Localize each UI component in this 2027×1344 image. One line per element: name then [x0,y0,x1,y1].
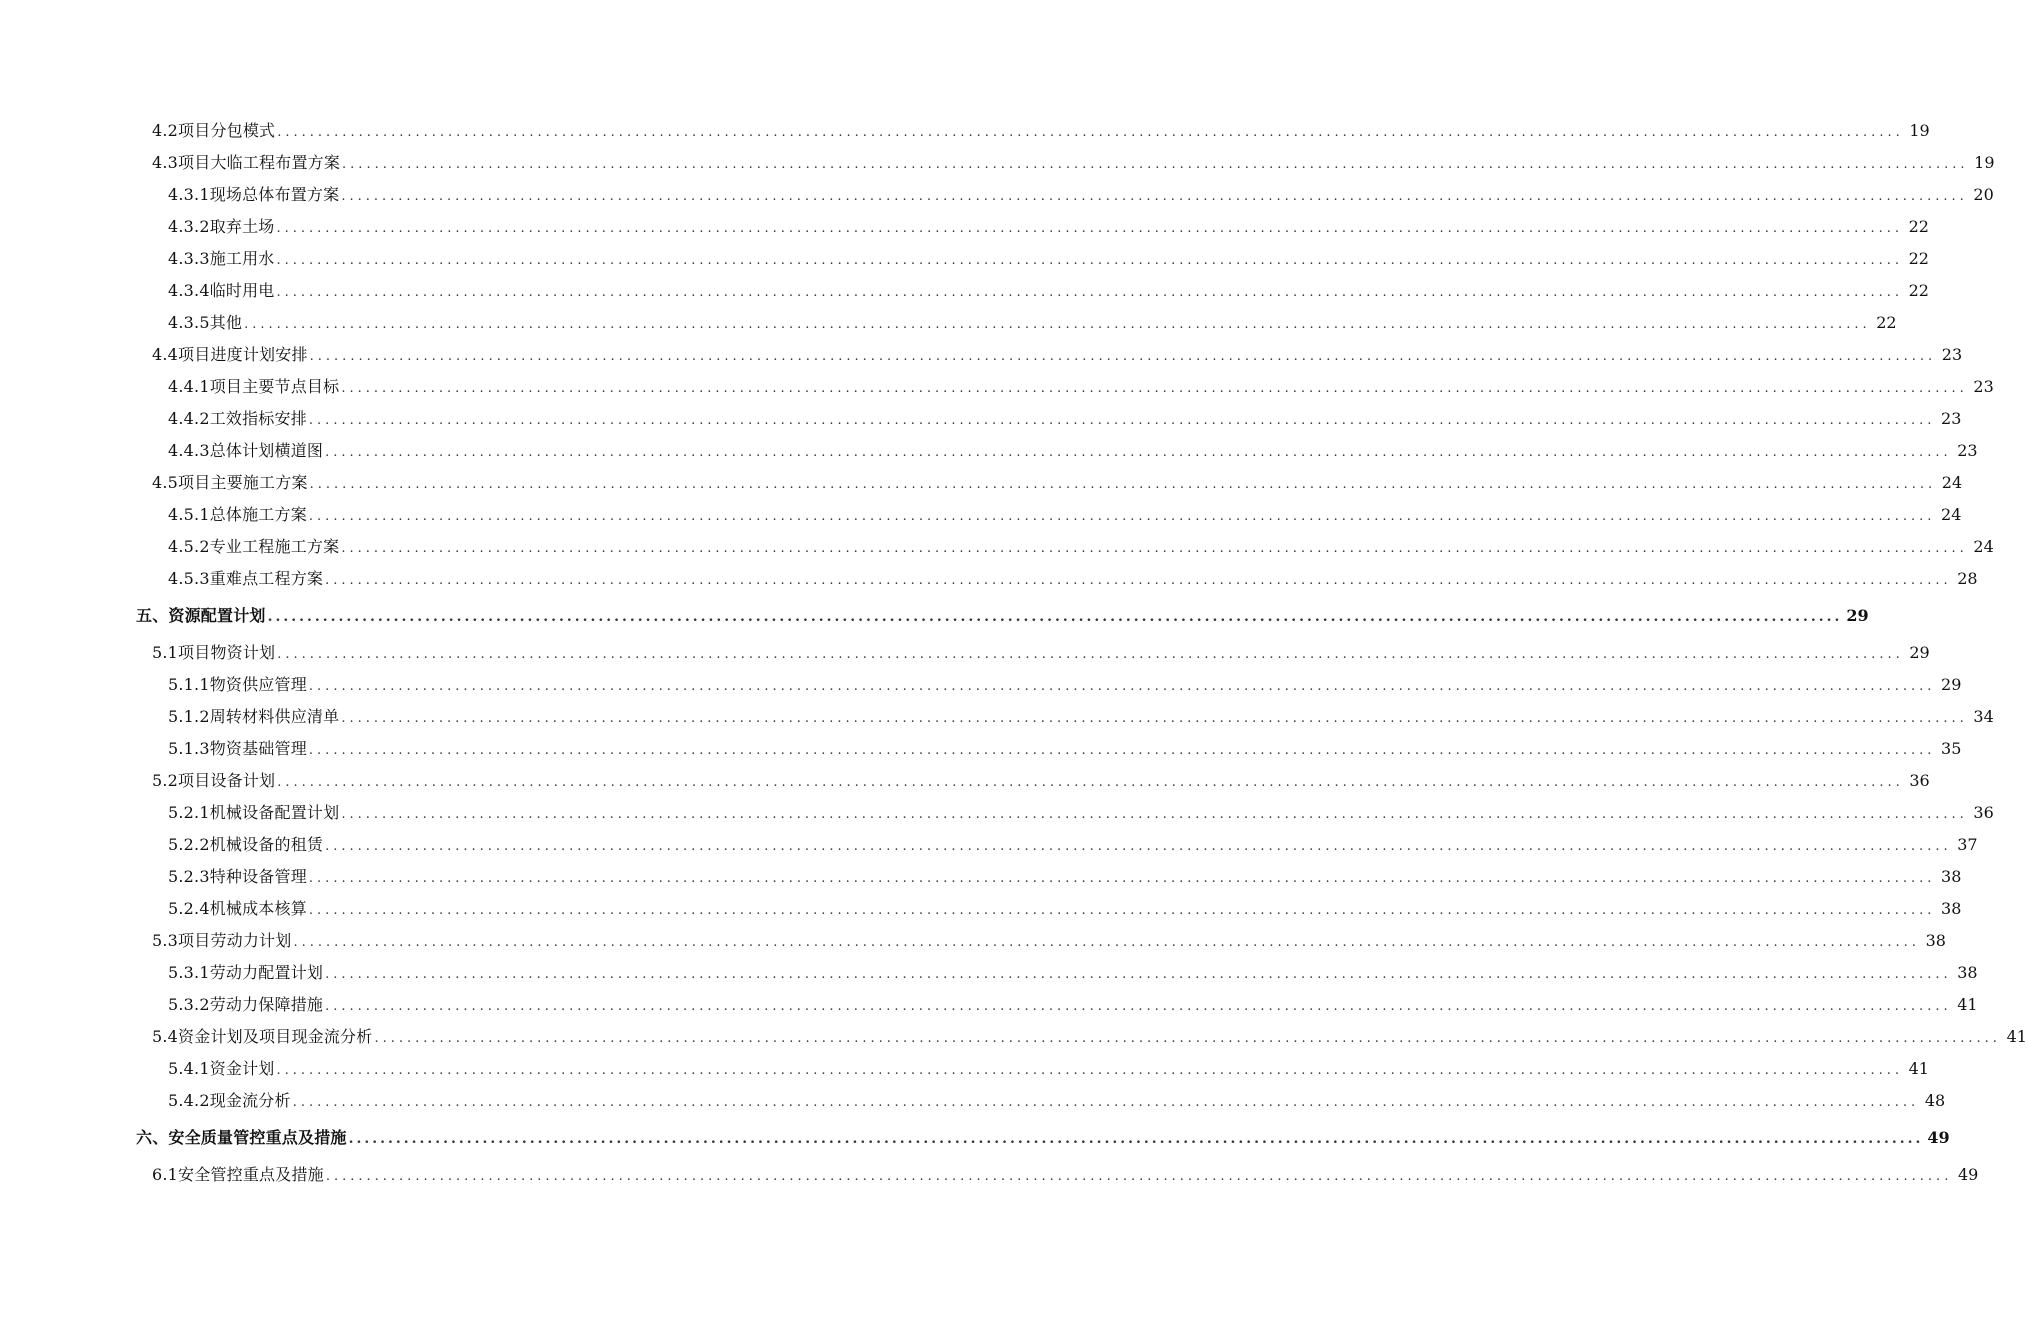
toc-entry-label: 4.3.2取弃土场 [168,217,275,236]
toc-entry-label: 5.3.2劳动力保障措施 [168,995,324,1014]
toc-dot-leader: ........................................................................................................................................................................................................ [309,477,1937,492]
toc-entry-page-number: 49 [1957,1165,1979,1184]
toc-entry[interactable] [168,439,1978,463]
toc-entry-label: 5.1项目物资计划 [152,643,276,662]
toc-dot-leader: ........................................................................................................................................................................................................ [308,413,1936,428]
toc-entry-page-number: 41 [2006,1027,2027,1046]
toc-entry-page-number: 22 [1908,249,1929,268]
toc-entry-page-number: 48 [1924,1091,1946,1110]
toc-dot-leader: ........................................................................................................................................................................................................ [325,999,1952,1014]
toc-entry-label: 4.5项目主要施工方案 [152,473,308,492]
toc-entry[interactable] [168,567,1978,591]
toc-entry[interactable] [136,604,1869,628]
toc-entry-label: 4.5.1总体施工方案 [168,505,307,524]
toc-entry[interactable] [168,503,1962,527]
toc-entry-page-number: 35 [1941,739,1962,758]
toc-entry-label: 4.2项目分包模式 [152,121,276,140]
toc-entry-page-number: 24 [1941,473,1963,492]
toc-entry-page-number: 29 [1909,643,1930,662]
toc-entry[interactable] [168,407,1962,431]
toc-dot-leader: ........................................................................................................................................................................................................ [276,1063,1903,1078]
toc-entry-label: 4.3项目大临工程布置方案 [152,153,341,172]
toc-entry[interactable] [168,1089,1946,1113]
toc-entry-page-number: 28 [1957,569,1978,588]
toc-entry-page-number: 22 [1876,313,1897,332]
toc-entry[interactable] [152,641,1930,665]
toc-dot-leader: ........................................................................................................................................................................................................ [308,509,1936,524]
toc-dot-leader: ........................................................................................................................................................................................................ [309,349,1937,364]
toc-dot-leader: ........................................................................................................................................................................................................ [325,1169,1953,1184]
toc-dot-leader: ........................................................................................................................................................................................................ [276,221,1903,236]
toc-entry-label: 5.2.4机械成本核算 [168,899,307,918]
toc-entry-label: 5.4.2现金流分析 [168,1091,291,1110]
toc-entry-label: 6.1安全管控重点及措施 [152,1165,324,1184]
toc-entry-label: 5.1.3物资基础管理 [168,739,307,758]
toc-entry[interactable] [168,1057,1929,1081]
toc-entry[interactable] [152,1025,2027,1049]
toc-entry-page-number: 37 [1957,835,1978,854]
toc-entry[interactable] [152,119,1930,143]
toc-entry-label: 4.4项目进度计划安排 [152,345,308,364]
toc-entry-label: 五、资源配置计划 [136,606,266,625]
toc-entry-page-number: 49 [1927,1128,1950,1147]
toc-dot-leader: ........................................................................................................................................................................................................ [325,967,1952,982]
toc-entry-page-number: 36 [1973,803,1994,822]
toc-entry[interactable] [168,993,1978,1017]
toc-entry-page-number: 41 [1908,1059,1929,1078]
toc-entry[interactable] [168,247,1929,271]
toc-dot-leader: ........................................................................................................................................................................................................ [308,871,1936,886]
toc-entry-label: 5.4.1资金计划 [168,1059,275,1078]
toc-dot-leader: ........................................................................................................................................................................................................ [341,381,1968,396]
toc-dot-leader: ........................................................................................................................................................................................................ [325,445,1952,460]
toc-dot-leader: ........................................................................................................................................................................................................ [342,157,1969,172]
toc-entry-page-number: 23 [1973,377,1994,396]
toc-entry-label: 5.4资金计划及项目现金流分析 [152,1027,373,1046]
toc-entry-page-number: 29 [1941,675,1962,694]
toc-entry-label: 4.5.2专业工程施工方案 [168,537,340,556]
toc-entry-label: 5.1.1物资供应管理 [168,675,307,694]
toc-entry-label: 4.3.1现场总体布置方案 [168,185,340,204]
toc-entry[interactable] [152,151,1995,175]
toc-entry-page-number: 24 [1941,505,1962,524]
toc-entry-label: 5.2.2机械设备的租赁 [168,835,324,854]
toc-entry-label: 4.5.3重难点工程方案 [168,569,324,588]
toc-entry-label: 4.3.3施工用水 [168,249,275,268]
toc-dot-leader: ........................................................................................................................................................................................................ [348,1131,1924,1147]
toc-entry-label: 4.3.5其他 [168,313,243,332]
toc-dot-leader: ........................................................................................................................................................................................................ [277,647,1904,662]
toc-entry[interactable] [152,343,1963,367]
toc-entry-label: 5.3.1劳动力配置计划 [168,963,324,982]
toc-entry-page-number: 36 [1909,771,1930,790]
toc-entry[interactable] [168,705,1994,729]
toc-entry-label: 5.2.1机械设备配置计划 [168,803,340,822]
toc-entry-label: 5.1.2周转材料供应清单 [168,707,340,726]
toc-entry[interactable] [168,535,1994,559]
toc-dot-leader: ........................................................................................................................................................................................................ [277,775,1904,790]
toc-entry[interactable] [168,375,1994,399]
toc-entry[interactable] [168,311,1897,335]
toc-entry-label: 5.2项目设备计划 [152,771,276,790]
toc-entry[interactable] [152,769,1930,793]
toc-entry[interactable] [168,801,1994,825]
toc-entry-page-number: 38 [1957,963,1978,982]
toc-dot-leader: ........................................................................................................................................................................................................ [341,189,1968,204]
toc-dot-leader: ........................................................................................................................................................................................................ [276,285,1903,300]
toc-dot-leader: ........................................................................................................................................................................................................ [308,679,1936,694]
toc-entry-page-number: 38 [1925,931,1946,950]
toc-dot-leader: ........................................................................................................................................................................................................ [267,609,1843,625]
toc-entry[interactable] [168,961,1978,985]
toc-entry[interactable] [168,833,1978,857]
toc-entry-page-number: 29 [1846,606,1869,625]
toc-dot-leader: ........................................................................................................................................................................................................ [325,573,1952,588]
toc-entry[interactable] [152,471,1963,495]
toc-dot-leader: ........................................................................................................................................................................................................ [277,125,1904,140]
toc-entry-page-number: 24 [1973,537,1994,556]
toc-entry-page-number: 41 [1957,995,1978,1014]
toc-entry[interactable] [168,865,1962,889]
toc-entry-label: 4.4.2工效指标安排 [168,409,307,428]
toc-entry-label: 4.3.4临时用电 [168,281,275,300]
toc-entry-page-number: 38 [1941,899,1962,918]
toc-entry-page-number: 23 [1941,409,1962,428]
toc-dot-leader: ........................................................................................................................................................................................................ [292,1095,1920,1110]
toc-dot-leader: ........................................................................................................................................................................................................ [244,317,1871,332]
toc-entry[interactable] [168,673,1962,697]
toc-dot-leader: ........................................................................................................................................................................................................ [276,253,1903,268]
toc-entry[interactable] [152,1163,1979,1187]
toc-entry[interactable] [136,1126,1950,1150]
toc-dot-leader: ........................................................................................................................................................................................................ [308,743,1936,758]
toc-entry-page-number: 23 [1941,345,1963,364]
toc-dot-leader: ........................................................................................................................................................................................................ [293,935,1920,950]
toc-dot-leader: ........................................................................................................................................................................................................ [374,1031,2001,1046]
toc-entry[interactable] [168,897,1962,921]
toc-entry-page-number: 20 [1973,185,1994,204]
toc-entry-page-number: 22 [1908,281,1929,300]
toc-entry-label: 5.3项目劳动力计划 [152,931,292,950]
toc-entry-page-number: 38 [1941,867,1962,886]
toc-entry[interactable] [168,183,1994,207]
toc-entry-page-number: 19 [1974,153,1995,172]
toc-entry[interactable] [168,215,1929,239]
toc-entry-page-number: 19 [1909,121,1930,140]
toc-entry-page-number: 22 [1908,217,1929,236]
toc-dot-leader: ........................................................................................................................................................................................................ [341,711,1968,726]
toc-entry-label: 4.4.3总体计划横道图 [168,441,324,460]
toc-dot-leader: ........................................................................................................................................................................................................ [325,839,1952,854]
toc-entry[interactable] [168,279,1929,303]
toc-entry[interactable] [168,737,1962,761]
toc-entry-label: 5.2.3特种设备管理 [168,867,307,886]
toc-entry-page-number: 34 [1973,707,1994,726]
toc-dot-leader: ........................................................................................................................................................................................................ [308,903,1936,918]
toc-entry-label: 六、安全质量管控重点及措施 [136,1128,347,1147]
toc-dot-leader: ........................................................................................................................................................................................................ [341,541,1968,556]
toc-entry-page-number: 23 [1957,441,1978,460]
toc-entry[interactable] [152,929,1946,953]
toc-entry-label: 4.4.1项目主要节点目标 [168,377,340,396]
toc-dot-leader: ........................................................................................................................................................................................................ [341,807,1968,822]
